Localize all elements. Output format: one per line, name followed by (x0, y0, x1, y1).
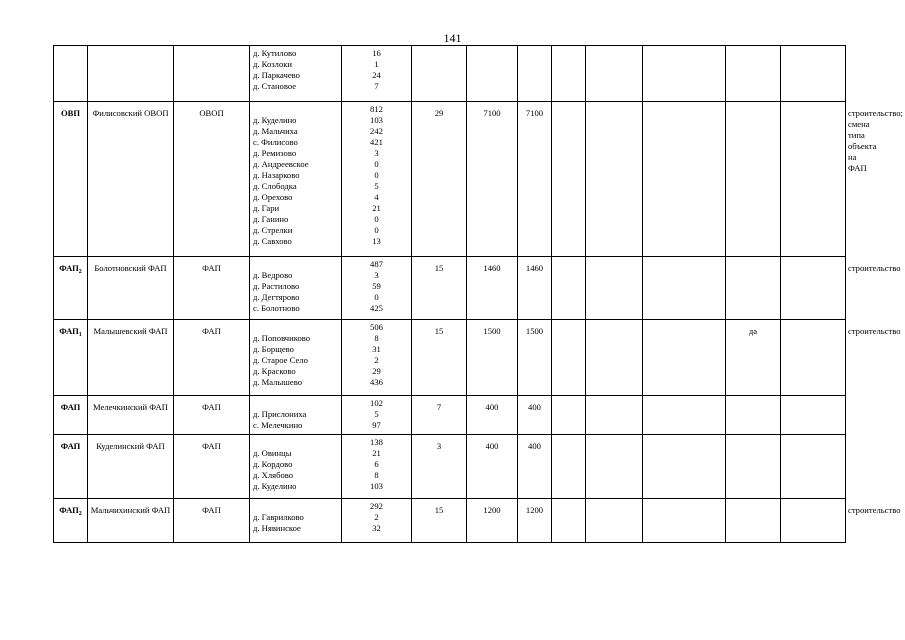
facility-name: Малышевский ФАП (88, 320, 174, 396)
facility-code (54, 102, 88, 257)
settlement-name (253, 501, 339, 512)
value-cell-c8 (552, 396, 586, 435)
settlement-name (253, 259, 339, 270)
facility-name: Мелечкинский ФАП (88, 396, 174, 435)
table-row: ОВП Филисовский ОВОП ОВОП д. Куделино д. Мальчиха с. Филисово д. Ремизово д. Андреевское д. Назарково д. Слободка д. Орехово д. Гари д. Ганино д. Стрелки д. Савхово 812 103 242 421 3 0 0 5 4 21 0 0 13 29 7100 7100 строительство; смена типа объекта на ФАП (54, 102, 846, 257)
value-cell-c11 (726, 46, 781, 102)
value-cell-c7: 400 (518, 435, 552, 499)
value-cell-c6: 400 (467, 435, 518, 499)
value-cell-c7: 400 (518, 396, 552, 435)
value-cell-c11 (726, 396, 781, 435)
population-value: 7 (374, 81, 379, 91)
value-cell-c6: 7100 (467, 102, 518, 257)
facility-code-subscript: 1 (78, 332, 82, 338)
facility-code-text: ОВП (60, 108, 81, 118)
value-cell-c12 (781, 499, 846, 543)
value-cell-c6: 1500 (467, 320, 518, 396)
settlements-cell (250, 396, 342, 435)
value-cell-c8 (552, 46, 586, 102)
value-cell-c11 (726, 499, 781, 543)
settlement-name (253, 398, 339, 409)
population-cell (342, 320, 412, 396)
settlement-name: д. Мальчиха (253, 126, 298, 136)
value-cell-c6 (467, 46, 518, 102)
facility-code-text: ФАП (60, 441, 81, 451)
settlement-name: д. Гари (253, 203, 280, 213)
settlement-name (253, 437, 339, 448)
settlement-name: д. Становое (253, 81, 297, 91)
population-value: 32 (372, 523, 381, 533)
value-cell-c10 (643, 257, 726, 320)
settlement-name: с. Мелечкино (253, 420, 303, 430)
population-cell (342, 102, 412, 257)
settlements-cell (250, 102, 342, 257)
table-row (54, 46, 846, 102)
settlement-name (253, 104, 339, 115)
settlement-name: д. Ведрово (253, 270, 293, 280)
settlement-name: д. Кордово (253, 459, 293, 469)
value-cell-c12 (781, 257, 846, 320)
value-cell-c10 (643, 320, 726, 396)
value-cell-c7: 1460 (518, 257, 552, 320)
table-row: $ФАП_2$ Мальчихинский ФАП ФАП д. Гаврилково д. Нявинское 292 2 32 15 1200 1200 строительство (54, 499, 846, 543)
population-value: 16 (372, 48, 381, 58)
value-cell-c6: 1460 (467, 257, 518, 320)
value-cell-c9 (586, 46, 643, 102)
population-value: 292 (370, 501, 383, 511)
value-cell-c11: да (726, 320, 781, 396)
facility-code-text: ФАП (60, 402, 81, 412)
value-cell-c5 (412, 46, 467, 102)
population-value: 5 (374, 409, 379, 419)
population-value: 59 (372, 281, 381, 291)
population-value: 6 (374, 459, 379, 469)
settlement-name: д. Андреевское (253, 159, 309, 169)
value-cell-c10 (643, 435, 726, 499)
value-cell-c8 (552, 102, 586, 257)
value-cell-c8 (552, 435, 586, 499)
value-cell-c11 (726, 257, 781, 320)
population-value: 2 (374, 512, 379, 522)
facility-code (54, 257, 88, 320)
population-value: 29 (372, 366, 381, 376)
population-value: 812 (370, 104, 383, 114)
population-value: 506 (370, 322, 383, 332)
value-cell-c12 (781, 46, 846, 102)
population-value: 97 (372, 420, 381, 430)
settlement-name: д. Козлоки (253, 59, 293, 69)
value-cell-c8 (552, 499, 586, 543)
value-cell-c9 (586, 320, 643, 396)
table-body (54, 46, 903, 543)
population-value: 487 (370, 259, 383, 269)
population-value: 8 (374, 333, 379, 343)
facility-type: ФАП (174, 320, 250, 396)
settlement-name: д. Растилово (253, 281, 300, 291)
value-cell-c7 (518, 46, 552, 102)
settlement-name: д. Нявинское (253, 523, 301, 533)
population-cell (342, 46, 412, 102)
value-cell-c9 (586, 257, 643, 320)
value-cell-c5: 3 (412, 435, 467, 499)
population-value: 103 (370, 481, 383, 491)
settlement-name: д. Борщево (253, 344, 294, 354)
facility-code-text: ФАП (59, 326, 79, 336)
value-cell-c5: 15 (412, 257, 467, 320)
settlement-name: д. Орехово (253, 192, 293, 202)
facilities-table (53, 45, 903, 543)
settlement-name: д. Кутилово (253, 48, 297, 58)
population-cell (342, 257, 412, 320)
population-value: 138 (370, 437, 383, 447)
table-row (54, 396, 846, 435)
settlement-name: д. Куделино (253, 481, 297, 491)
value-cell-c8 (552, 257, 586, 320)
settlement-name: д. Ремизово (253, 148, 297, 158)
value-cell-c9 (586, 499, 643, 543)
settlement-name: д. Старое Село (253, 355, 308, 365)
population-value: 5 (374, 181, 379, 191)
value-cell-c10 (643, 46, 726, 102)
settlement-name: д. Куделино (253, 115, 297, 125)
value-cell-c5: 7 (412, 396, 467, 435)
value-cell-c9 (586, 102, 643, 257)
value-cell-c5: 15 (412, 499, 467, 543)
population-value: 21 (372, 203, 381, 213)
facility-type: ФАП (174, 499, 250, 543)
population-value: 1 (374, 59, 379, 69)
population-cell (342, 499, 412, 543)
population-value: 242 (370, 126, 383, 136)
value-cell-c12 (781, 435, 846, 499)
value-cell-c9 (586, 396, 643, 435)
population-cell (342, 435, 412, 499)
settlement-name: д. Малышево (253, 377, 302, 387)
value-cell-c7: 1500 (518, 320, 552, 396)
settlement-name: д. Ганино (253, 214, 289, 224)
settlement-name: с. Болотново (253, 303, 300, 313)
population-value: 0 (374, 214, 379, 224)
facility-type: ОВОП (174, 102, 250, 257)
facility-code (54, 46, 88, 102)
settlement-name: д. Овинцы (253, 448, 292, 458)
value-cell-c11 (726, 102, 781, 257)
settlements-cell (250, 46, 342, 102)
settlement-name: д. Паркачево (253, 70, 300, 80)
settlements-cell (250, 257, 342, 320)
value-cell-c7: 7100 (518, 102, 552, 257)
facility-code (54, 499, 88, 543)
settlement-name: д. Красково (253, 366, 296, 376)
settlement-name: д. Стрелки (253, 225, 293, 235)
facility-code (54, 396, 88, 435)
facility-code-subscript: 2 (78, 511, 82, 517)
value-cell-c9 (586, 435, 643, 499)
population-value: 436 (370, 377, 383, 387)
facility-code (54, 435, 88, 499)
settlements-cell (250, 499, 342, 543)
value-cell-c12 (781, 396, 846, 435)
population-value: 3 (374, 148, 379, 158)
settlements-cell (250, 320, 342, 396)
value-cell-c5: 15 (412, 320, 467, 396)
facility-code-text: ФАП (59, 263, 79, 273)
facility-type: ФАП (174, 257, 250, 320)
population-value: 21 (372, 448, 381, 458)
facility-code (54, 320, 88, 396)
population-value: 0 (374, 225, 379, 235)
population-value: 103 (370, 115, 383, 125)
value-cell-c8 (552, 320, 586, 396)
population-value: 8 (374, 470, 379, 480)
population-value: 2 (374, 355, 379, 365)
settlement-name: д. Гаврилково (253, 512, 304, 522)
settlement-name (253, 322, 339, 333)
page-number: 141 (443, 31, 462, 45)
table-row: $ФАП_1$ Малышевский ФАП ФАП д. Поповчиково д. Борщево д. Старое Село д. Красково д. Малышево 506 8 31 2 29 436 15 1500 1500 да строительство (54, 320, 846, 396)
settlement-name: с. Филисово (253, 137, 298, 147)
value-cell-c12 (781, 102, 846, 257)
population-value: 0 (374, 292, 379, 302)
population-value: 4 (374, 192, 379, 202)
population-value: 425 (370, 303, 383, 313)
table-row (54, 435, 846, 499)
value-cell-c11 (726, 435, 781, 499)
facility-name: Куделинский ФАП (88, 435, 174, 499)
facility-type (174, 46, 250, 102)
value-cell-c10 (643, 499, 726, 543)
population-value: 0 (374, 159, 379, 169)
value-cell-c12 (781, 320, 846, 396)
population-value: 31 (372, 344, 381, 354)
population-value: 421 (370, 137, 383, 147)
population-value: 102 (370, 398, 383, 408)
settlement-name: д. Дегтярово (253, 292, 300, 302)
settlement-name: д. Савхово (253, 236, 292, 246)
settlements-cell (250, 435, 342, 499)
facility-code-text: ФАП (59, 505, 79, 515)
settlement-name: д. Назарково (253, 170, 300, 180)
facility-name: Болотновский ФАП (88, 257, 174, 320)
population-value: 24 (372, 70, 381, 80)
value-cell-c5: 29 (412, 102, 467, 257)
facility-name: Мальчихинский ФАП (88, 499, 174, 543)
table-row: $ФАП_2$ Болотновский ФАП ФАП д. Ведрово д. Растилово д. Дегтярово с. Болотново 487 3 59 0 425 15 1460 1460 строительство (54, 257, 846, 320)
population-value: 0 (374, 170, 379, 180)
facility-type: ФАП (174, 396, 250, 435)
settlement-name: д. Слободка (253, 181, 297, 191)
settlement-name: д. Поповчиково (253, 333, 311, 343)
population-value: 3 (374, 270, 379, 280)
facility-code-subscript: 2 (78, 269, 82, 275)
settlement-name: д. Хлябово (253, 470, 294, 480)
value-cell-c6: 1200 (467, 499, 518, 543)
value-cell-c10 (643, 396, 726, 435)
population-value: 13 (372, 236, 381, 246)
population-cell (342, 396, 412, 435)
facility-name (88, 46, 174, 102)
value-cell-c7: 1200 (518, 499, 552, 543)
value-cell-c10 (643, 102, 726, 257)
value-cell-c6: 400 (467, 396, 518, 435)
facility-type: ФАП (174, 435, 250, 499)
settlement-name: д. Прислониха (253, 409, 307, 419)
facility-name: Филисовский ОВОП (88, 102, 174, 257)
